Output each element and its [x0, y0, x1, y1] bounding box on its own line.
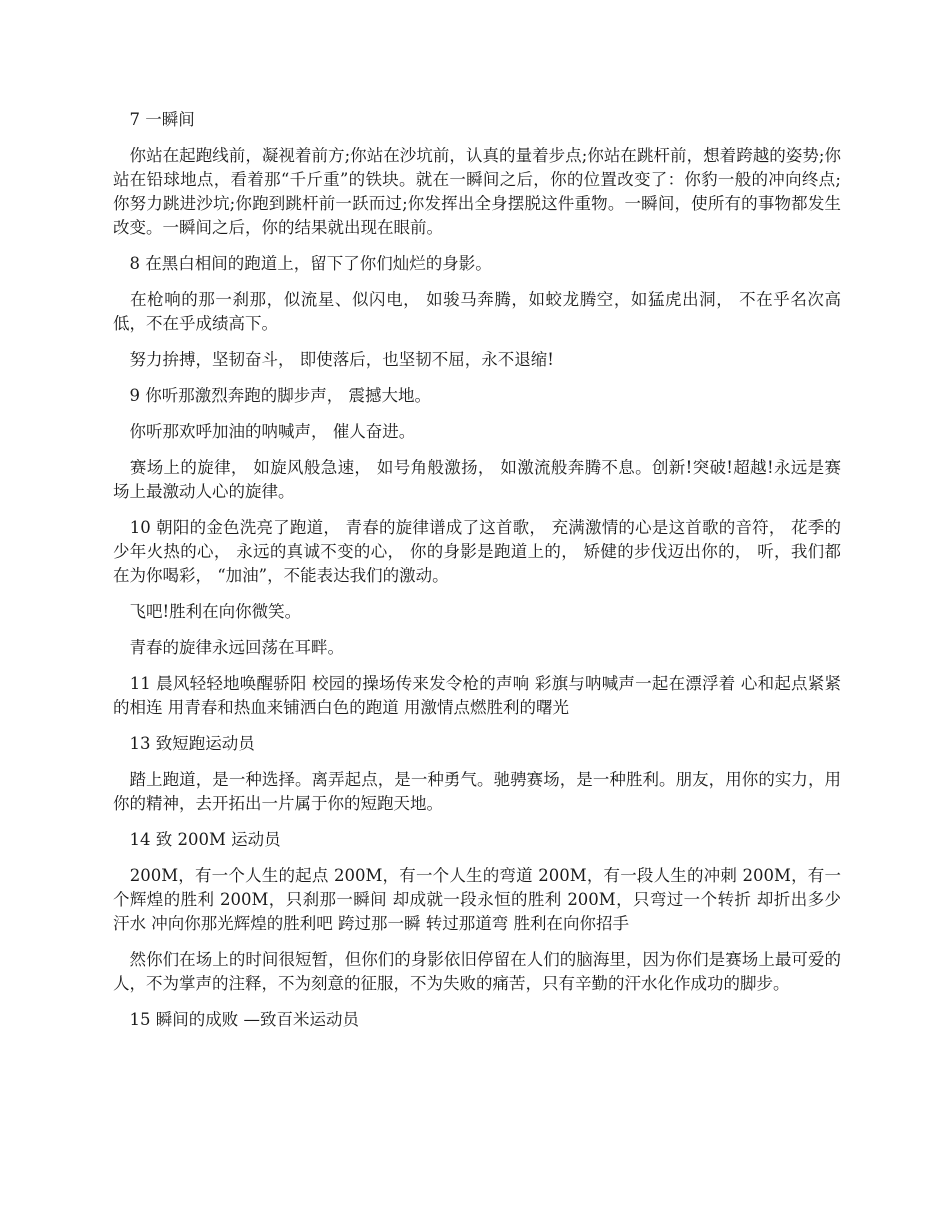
heading-7: 7 一瞬间 [113, 110, 195, 129]
paragraph: 你听那欢呼加油的呐喊声， 催人奋进。 [113, 422, 416, 441]
heading-15: 15 瞬间的成败 —致百米运动员 [113, 1010, 359, 1029]
heading-9: 9 你听那激烈奔跑的脚步声， 震撼大地。 [113, 386, 431, 405]
paragraph: 然你们在场上的时间很短暂，但你们的身影依旧停留在人们的脑海里，因为你们是赛场上最可爱的人，不为掌声的注释，不为刻意的征服，不为失败的痛苦，只有辛勤的汗水化作成功的脚步。 [113, 950, 841, 993]
paragraph: 200M，有一个人生的起点 200M，有一个人生的弯道 200M，有一段人生的冲刺 200M，有一个辉煌的胜利 200M，只刹那一瞬间 却成就一段永恒的胜利 200M，只弯过一个转折 却折出多少汗水 冲向你那光辉煌的胜利吧 跨过那一瞬 转过那道弯 胜利在向你招手 [113, 866, 841, 933]
heading-13: 13 致短跑运动员 [113, 734, 255, 753]
paragraph: 赛场上的旋律， 如旋风般急速， 如号角般激扬， 如激流般奔腾不息。创新!突破!超越!永远是赛场上最激动人心的旋律。 [113, 458, 841, 501]
paragraph: 努力拚搏，坚韧奋斗， 即使落后，也坚韧不屈，永不退缩! [113, 350, 554, 369]
paragraph: 飞吧!胜利在向你微笑。 [113, 602, 302, 621]
heading-10: 10 朝阳的金色洗亮了跑道， 青春的旋律谱成了这首歌， 充满激情的心是这首歌的音符， 花季的少年火热的心， 永远的真诚不变的心， 你的身影是跑道上的， 矫健的步伐迈出你的， 听，我们都在为你喝彩， “加油”，不能表达我们的激动。 [113, 518, 841, 585]
heading-11: 11 晨风轻轻地唤醒骄阳 校园的操场传来发令枪的声响 彩旗与呐喊声一起在漂浮着 心和起点紧紧的相连 用青春和热血来铺洒白色的跑道 用激情点燃胜利的曙光 [113, 674, 841, 717]
paragraph: 在枪响的那一刹那，似流星、似闪电， 如骏马奔腾，如蛟龙腾空，如猛虎出洞， 不在乎名次高低，不在乎成绩高下。 [113, 290, 841, 333]
document-body [113, 108, 841, 1044]
paragraph: 你站在起跑线前，凝视着前方;你站在沙坑前，认真的量着步点;你站在跳杆前，想着跨越的姿势;你站在铅球地点，看着那“千斤重”的铁块。就在一瞬间之后，你的位置改变了：你豹一般的冲向终点;你努力跳进沙坑;你跑到跳杆前一跃而过;你发挥出全身摆脱这件重物。一瞬间，使所有的事物都发生改变。一瞬间之后，你的结果就出现在眼前。 [113, 146, 841, 237]
heading-14: 14 致 200M 运动员 [113, 830, 281, 849]
paragraph: 踏上跑道，是一种选择。离弄起点，是一种勇气。驰骋赛场，是一种胜利。朋友，用你的实力，用你的精神，去开拓出一片属于你的短跑天地。 [113, 770, 841, 813]
heading-8: 8 在黑白相间的跑道上，留下了你们灿烂的身影。 [113, 254, 492, 273]
paragraph: 青春的旋律永远回荡在耳畔。 [113, 638, 344, 657]
